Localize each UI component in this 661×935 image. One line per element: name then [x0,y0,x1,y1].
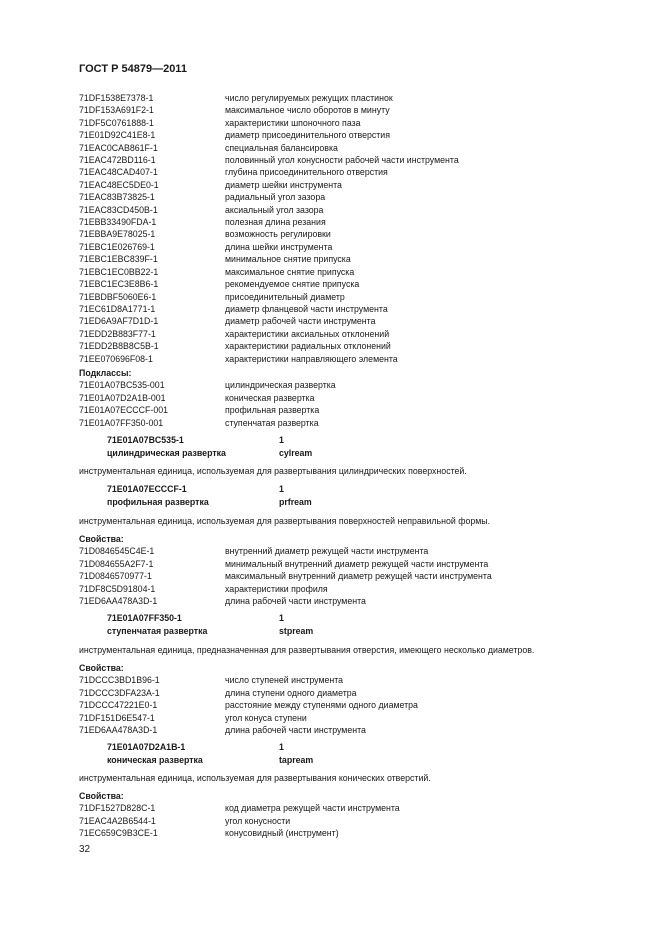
list-row [79,353,459,365]
code-cell: 71EAC48EC5DE0-1 [79,179,159,190]
description-cell: конусовидный (инструмент) [225,828,339,839]
description-cell: минимальный внутренний диаметр режущей части инструмента [225,558,489,569]
code-cell: 71E01A07BC535-001 [79,380,165,391]
list-row [79,154,459,166]
description-cell: внутренний диаметр режущей части инструмента [225,546,429,557]
description-cell: характеристики шпоночного паза [225,117,361,128]
code-cell: 71ED6A9AF7D1D-1 [79,316,159,327]
term-number: 1 [279,484,284,494]
code-cell: 71DF5C0761888-1 [79,117,154,128]
list-row [79,340,459,352]
list-row [79,104,459,116]
list-row [79,417,336,429]
description-cell: присоединительный диаметр [225,291,345,302]
list-row [79,570,492,582]
subclasses-section [79,367,336,429]
list-row [79,92,459,104]
code-cell: 71E01A07ECCCF-001 [79,405,168,416]
description-cell: диаметр рабочей части инструмента [225,316,376,327]
list-row [79,179,459,191]
subclasses-heading: Подклассы: [79,368,132,378]
description-cell: диаметр фланцевой части инструмента [225,303,388,314]
description-cell: половинный угол конусности рабочей части инструмента [225,155,459,166]
description-cell: максимальное снятие припуска [225,266,355,277]
term-name: цилиндрическая развертка [107,448,226,458]
description-cell: характеристики профиля [225,583,328,594]
list-row [79,253,459,265]
code-cell: 71DF8C5D91804-1 [79,583,156,594]
term-taper-reamer [107,741,313,767]
description-cell: угол конусности [225,815,291,826]
list-row [79,278,459,290]
code-cell: 71EDD2B883F77-1 [79,328,156,339]
code-cell: 71EAC4A2B6544-1 [79,815,156,826]
term-code: 71E01A07ECCCF-1 [107,484,187,494]
property-list-4 [79,802,400,839]
description-cell: код диаметра режущей части инструмента [225,803,400,814]
list-row [79,802,400,814]
list-row [79,392,336,404]
description-cell: длина ступени одного диаметра [225,687,357,698]
term-number: 1 [279,742,284,752]
description-cell: аксиальный угол зазора [225,204,324,215]
description-cell: характеристики радиальных отклонений [225,341,391,352]
description-cell: число регулируемых режущих пластинок [225,93,393,103]
code-cell: 71EAC83CD450B-1 [79,204,158,215]
term-name: профильная развертка [107,497,209,507]
description-cell: рекомендуемое снятие припуска [225,279,360,290]
term-definition: инструментальная единица, используемая для развертывания поверхностей неправильной формы. [79,516,491,526]
list-row [79,166,459,178]
code-cell: 71EE070696F08-1 [79,353,153,364]
list-row [79,724,418,736]
term-name: коническая развертка [107,755,203,765]
code-cell: 71EC61D8A1771-1 [79,303,156,314]
property-list-1 [79,92,459,365]
term-number: 1 [279,613,284,623]
description-cell: радиальный угол зазора [225,192,326,203]
list-row [79,379,336,391]
list-row [79,303,459,315]
description-cell: диаметр шейки инструмента [225,179,342,190]
description-cell: цилиндрическая развертка [225,380,336,391]
description-cell: специальная балансировка [225,142,338,153]
code-cell: 71EBDBF5060E6-1 [79,291,157,302]
property-list-3 [79,674,418,736]
list-row [79,583,492,595]
term-name: ступенчатая развертка [107,626,208,636]
code-cell: 71D084655A2F7-1 [79,558,154,569]
properties-heading: Свойства: [79,663,124,673]
code-cell: 71DF1538E7378-1 [79,93,154,103]
code-cell: 71EBC1EC0BB22-1 [79,266,159,277]
description-cell: длина рабочей части инструмента [225,725,366,736]
list-row [79,815,400,827]
list-row [79,699,418,711]
list-row [79,315,459,327]
term-number: 1 [279,435,284,445]
code-cell: 71DCCC3DFA23A-1 [79,687,160,698]
term-definition: инструментальная единица, используемая для развертывания конических отверстий. [79,773,431,783]
description-cell: диаметр присоединительного отверстия [225,130,390,141]
code-cell: 71EBC1E026769-1 [79,241,155,252]
list-row [79,674,418,686]
properties-heading: Свойства: [79,534,124,544]
list-row [79,204,459,216]
list-row [79,404,336,416]
description-cell: расстояние между ступенями одного диаметра [225,700,418,711]
description-cell: минимальное снятие припуска [225,254,351,265]
list-row [79,827,400,839]
list-row [79,266,459,278]
list-row [79,712,418,724]
code-cell: 71DF153A691F2-1 [79,105,154,116]
list-row [79,129,459,141]
term-profile-reamer [107,483,312,509]
list-row [79,687,418,699]
term-code: 71E01A07D2A1B-1 [107,742,186,752]
term-code: 71E01A07BC535-1 [107,435,184,445]
description-cell: возможность регулировки [225,229,331,240]
description-cell: ступенчатая развертка [225,417,319,428]
code-cell: 71E01A07FF350-001 [79,417,164,428]
list-row [79,545,492,557]
description-cell: полезная длина резания [225,217,326,228]
list-row [79,558,492,570]
property-list-2 [79,545,492,607]
term-abbreviation: stpream [279,626,314,636]
description-cell: профильная развертка [225,405,320,416]
code-cell: 71DF151D6E547-1 [79,712,155,723]
code-cell: 71DF1527D828C-1 [79,803,156,814]
code-cell: 71ED6AA478A3D-1 [79,725,158,736]
list-row [79,117,459,129]
code-cell: 71DCCC47221E0-1 [79,700,158,711]
term-stepped-reamer [107,612,313,638]
description-cell: характеристики аксиальных отклонений [225,328,390,339]
description-cell: число ступеней инструмента [225,675,344,686]
description-cell: длина рабочей части инструмента [225,596,366,607]
code-cell: 71EC659C9B3CE-1 [79,828,158,839]
list-row [79,291,459,303]
code-cell: 71D0846570977-1 [79,571,152,582]
properties-section-2 [79,533,492,607]
code-cell: 71EAC48CAD407-1 [79,167,158,178]
description-cell: длина шейки инструмента [225,241,333,252]
term-abbreviation: prfream [279,497,312,507]
list-row [79,191,459,203]
term-abbreviation: cylream [279,448,313,458]
subclasses-list [79,379,336,429]
code-cell: 71E01D92C41E8-1 [79,130,156,141]
list-row [79,241,459,253]
term-abbreviation: tapream [279,755,314,765]
page-number: 32 [79,844,91,855]
list-row [79,595,492,607]
description-cell: коническая развертка [225,392,315,403]
code-cell: 71D0846545C4E-1 [79,546,155,557]
code-cell: 71DCCC3BD1B96-1 [79,675,160,686]
code-cell: 71EAC83B73825-1 [79,192,155,203]
term-definition: инструментальная единица, используемая для развертывания цилиндрических поверхностей. [79,466,467,476]
code-cell: 71EBC1EC3E8B6-1 [79,279,159,290]
list-row [79,142,459,154]
description-cell: характеристики направляющего элемента [225,353,398,364]
description-cell: угол конуса ступени [225,712,307,723]
code-cell: 71E01A07D2A1B-001 [79,392,166,403]
term-cylindrical-reamer [107,434,312,460]
code-cell: 71EBBA9E78025-1 [79,229,156,240]
description-cell: максимальный внутренний диаметр режущей части инструмента [225,571,492,582]
document-header: ГОСТ Р 54879—2011 [79,63,187,75]
code-cell: 71ED6AA478A3D-1 [79,596,158,607]
code-cell: 71EAC472BD116-1 [79,155,156,166]
properties-section-3 [79,662,418,736]
description-cell: максимальное число оборотов в минуту [225,105,390,116]
description-cell: глубина присоединительного отверстия [225,167,388,178]
properties-heading: Свойства: [79,791,124,801]
list-row [79,328,459,340]
code-cell: 71EBC1EBC839F-1 [79,254,158,265]
code-cell: 71EAC0CAB861F-1 [79,142,158,153]
term-code: 71E01A07FF350-1 [107,613,182,623]
code-cell: 71EBB33490FDA-1 [79,217,157,228]
code-cell: 71EDD2B8B8C5B-1 [79,341,159,352]
list-row [79,228,459,240]
properties-section-4 [79,790,400,840]
list-row [79,216,459,228]
term-definition: инструментальная единица, предназначенная для развертывания отверстия, имеющего несколько диаметров. [79,645,535,655]
